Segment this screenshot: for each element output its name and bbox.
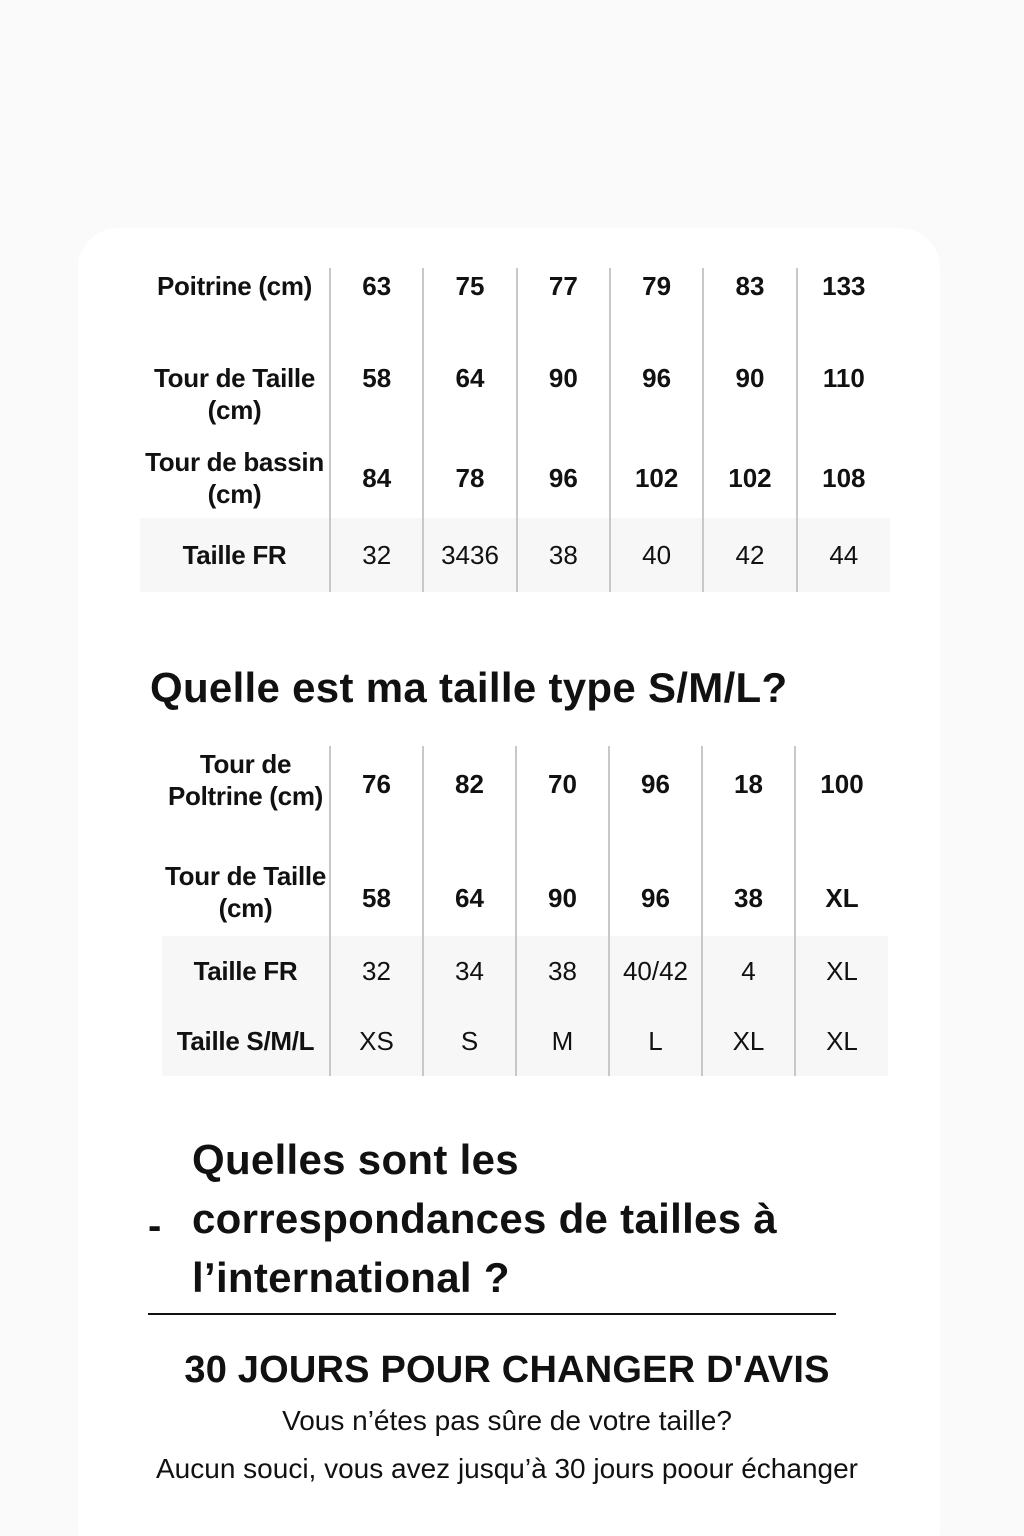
table-cell: 32 bbox=[330, 518, 423, 592]
table-cell: 90 bbox=[517, 358, 610, 446]
table-cell: XS bbox=[330, 1006, 423, 1076]
table-cell: 79 bbox=[610, 268, 703, 358]
table-cell: 78 bbox=[423, 446, 516, 518]
table-cell: 96 bbox=[609, 746, 702, 860]
size-table-sml bbox=[162, 746, 888, 1076]
row-label: Poitrine (cm) bbox=[157, 271, 313, 301]
table-cell: 38 bbox=[702, 860, 795, 936]
accordion-international-sizes[interactable] bbox=[148, 1130, 836, 1315]
table-cell: 110 bbox=[797, 358, 890, 446]
table-cell: 18 bbox=[702, 746, 795, 860]
table-cell: 84 bbox=[330, 446, 423, 518]
table-cell: L bbox=[609, 1006, 702, 1076]
size-table-fr bbox=[140, 268, 890, 592]
table-cell: 96 bbox=[517, 446, 610, 518]
accordion-question[interactable]: Quelles sont les correspondances de tailles à l’international ? bbox=[192, 1136, 777, 1301]
table-cell: 76 bbox=[330, 746, 423, 860]
table-cell: 63 bbox=[330, 268, 423, 358]
table-cell: 100 bbox=[795, 746, 888, 860]
return-policy-line2: Aucun souci, vous avez jusqu’à 30 jours poour échanger bbox=[156, 1453, 858, 1484]
table-row bbox=[140, 446, 890, 518]
table-cell: 64 bbox=[423, 860, 516, 936]
table-cell: 77 bbox=[517, 268, 610, 358]
table-row bbox=[140, 518, 890, 592]
divider bbox=[148, 1313, 836, 1315]
table-cell: XL bbox=[795, 860, 888, 936]
table-cell: M bbox=[516, 1006, 609, 1076]
table-cell: 90 bbox=[703, 358, 796, 446]
table-cell: 32 bbox=[330, 936, 423, 1006]
table-cell: 3436 bbox=[423, 518, 516, 592]
collapse-icon[interactable]: - bbox=[148, 1204, 162, 1248]
table-cell: 4 bbox=[702, 936, 795, 1006]
table-row bbox=[162, 746, 888, 860]
table-cell: 40/42 bbox=[609, 936, 702, 1006]
table-row bbox=[162, 860, 888, 936]
row-label: Taille S/M/L bbox=[162, 1006, 330, 1076]
table-cell: 64 bbox=[423, 358, 516, 446]
table-cell: 58 bbox=[330, 358, 423, 446]
row-label: Tour de Taille (cm) bbox=[165, 861, 326, 923]
section-heading-sml: Quelle est ma taille type S/M/L? bbox=[150, 664, 788, 711]
table-cell: 108 bbox=[797, 446, 890, 518]
table-cell: 44 bbox=[797, 518, 890, 592]
table-row bbox=[140, 268, 890, 358]
table-cell: 90 bbox=[516, 860, 609, 936]
table-cell: 42 bbox=[703, 518, 796, 592]
table-row bbox=[162, 1006, 888, 1076]
row-label: Tour de Poltrine (cm) bbox=[167, 749, 323, 811]
table-cell: S bbox=[423, 1006, 516, 1076]
row-label: Taille FR bbox=[140, 518, 330, 592]
table-cell: 34 bbox=[423, 936, 516, 1006]
table-cell: XL bbox=[795, 936, 888, 1006]
return-policy-title: 30 JOURS POUR CHANGER D'AVIS bbox=[184, 1349, 830, 1391]
table-cell: 70 bbox=[516, 746, 609, 860]
table-cell: 83 bbox=[703, 268, 796, 358]
row-label: Tour de Taille (cm) bbox=[154, 363, 315, 425]
table-row bbox=[140, 358, 890, 446]
table-cell: 38 bbox=[517, 518, 610, 592]
table-cell: 58 bbox=[330, 860, 423, 936]
row-label: Taille FR bbox=[162, 936, 330, 1006]
table-cell: 40 bbox=[610, 518, 703, 592]
return-policy-section bbox=[150, 1344, 864, 1492]
return-policy-line1: Vous n’étes pas sûre de votre taille? bbox=[282, 1405, 732, 1436]
table-cell: 75 bbox=[423, 268, 516, 358]
table-cell: 96 bbox=[610, 358, 703, 446]
table-cell: 102 bbox=[610, 446, 703, 518]
table-cell: 38 bbox=[516, 936, 609, 1006]
table-cell: XL bbox=[795, 1006, 888, 1076]
table-cell: 82 bbox=[423, 746, 516, 860]
table-row bbox=[162, 936, 888, 1006]
table-cell: 133 bbox=[797, 268, 890, 358]
table-cell: 102 bbox=[703, 446, 796, 518]
table-cell: 96 bbox=[609, 860, 702, 936]
row-label: Tour de bassin (cm) bbox=[145, 447, 324, 509]
table-cell: XL bbox=[702, 1006, 795, 1076]
